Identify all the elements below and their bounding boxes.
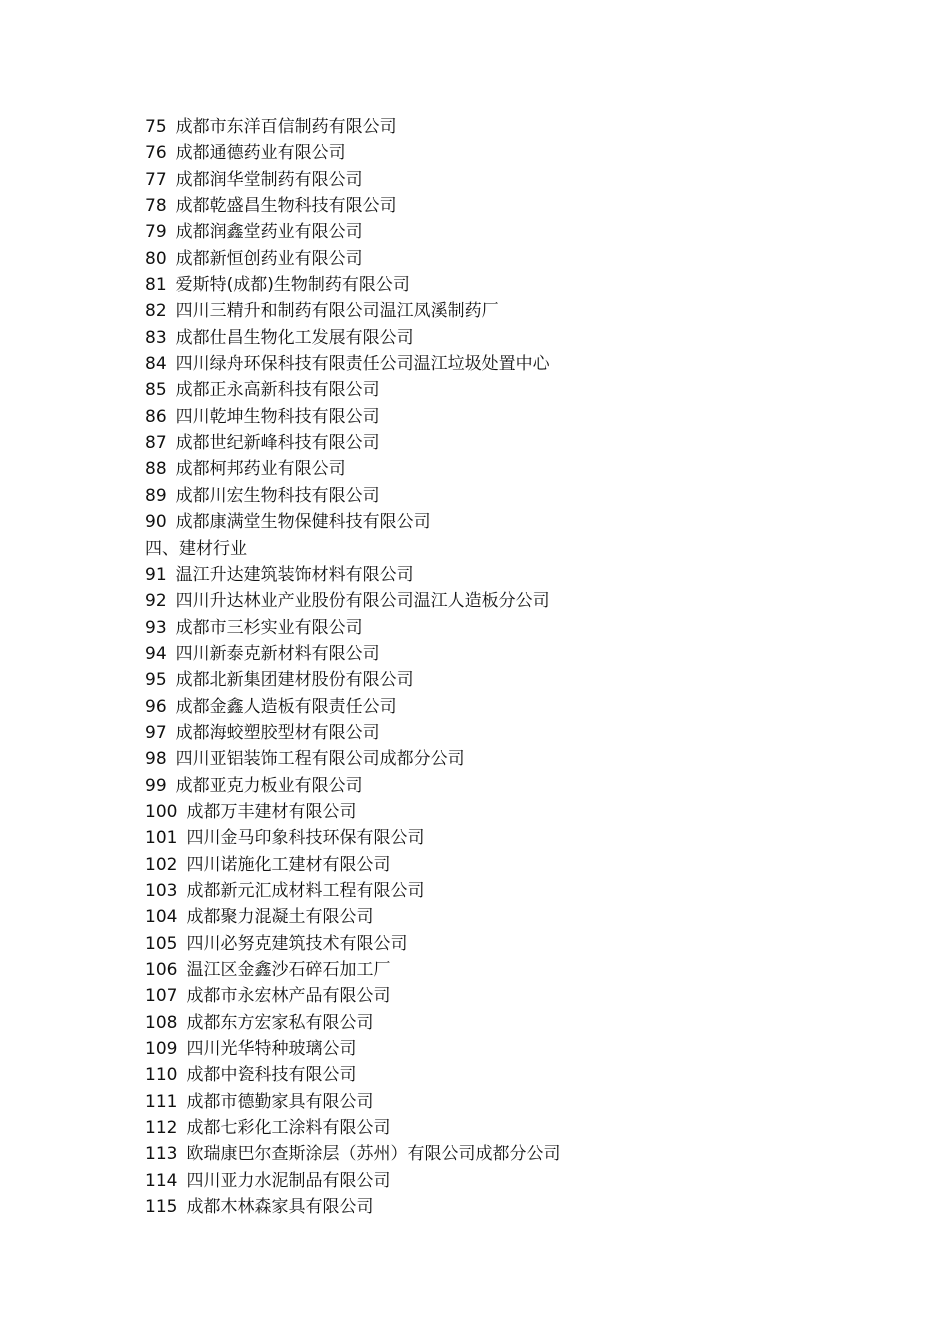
company-name: 成都新恒创药业有限公司 (175, 248, 363, 269)
company-name: 成都市三杉实业有限公司 (175, 617, 363, 638)
item-number: 86 (145, 406, 167, 427)
company-name: 四川诺施化工建材有限公司 (186, 854, 391, 875)
company-name: 四川亚力水泥制品有限公司 (186, 1170, 391, 1191)
list-item (145, 825, 905, 851)
item-number: 83 (145, 327, 167, 348)
company-name: 成都通德药业有限公司 (175, 143, 346, 164)
company-name: 成都七彩化工涂料有限公司 (186, 1118, 391, 1139)
item-number: 95 (145, 670, 167, 691)
list-item (145, 246, 905, 272)
item-number: 104 (145, 907, 178, 928)
company-name: 欧瑞康巴尔查斯涂层（苏州）有限公司成都分公司 (186, 1144, 561, 1165)
list-item (145, 562, 905, 588)
list-item (145, 694, 905, 720)
company-name: 成都仕昌生物化工发展有限公司 (175, 327, 414, 348)
list-item (145, 773, 905, 799)
item-number: 85 (145, 380, 167, 401)
section-heading-text: 四、建材行业 (145, 538, 247, 559)
list-item (145, 1141, 905, 1167)
list-item (145, 140, 905, 166)
list-item (145, 588, 905, 614)
company-name: 成都万丰建材有限公司 (186, 801, 357, 822)
item-number: 102 (145, 854, 178, 875)
company-name: 四川光华特种玻璃公司 (186, 1039, 357, 1060)
item-number: 101 (145, 828, 178, 849)
list-item (145, 509, 905, 535)
list-item (145, 931, 905, 957)
list-item (145, 904, 905, 930)
item-number: 93 (145, 617, 167, 638)
list-item (145, 456, 905, 482)
item-number: 82 (145, 301, 167, 322)
item-number: 115 (145, 1197, 178, 1218)
list-item (145, 1010, 905, 1036)
list-item (145, 430, 905, 456)
list-item (145, 483, 905, 509)
item-number: 98 (145, 749, 167, 770)
company-name: 成都东方宏家私有限公司 (186, 1012, 374, 1033)
company-name: 成都市永宏林产品有限公司 (186, 986, 391, 1007)
list-item (145, 219, 905, 245)
company-name: 四川必努克建筑技术有限公司 (186, 933, 408, 954)
list-item (145, 667, 905, 693)
company-name: 成都市东洋百信制药有限公司 (175, 117, 397, 137)
list-item (145, 1194, 905, 1220)
item-number: 87 (145, 433, 167, 454)
company-name: 四川三精升和制药有限公司温江凤溪制药厂 (175, 301, 499, 322)
list-item (145, 1062, 905, 1088)
company-name: 成都新元汇成材料工程有限公司 (186, 880, 425, 901)
company-name: 温江区金鑫沙石碎石加工厂 (186, 960, 391, 980)
list-item (145, 878, 905, 904)
item-number: 103 (145, 880, 178, 901)
company-name: 成都乾盛昌生物科技有限公司 (175, 196, 397, 217)
company-name: 成都北新集团建材股份有限公司 (175, 670, 414, 691)
list-item (145, 404, 905, 430)
item-number: 111 (145, 1091, 178, 1112)
list-item (145, 167, 905, 193)
company-name: 成都世纪新峰科技有限公司 (175, 433, 380, 454)
company-name: 成都润鑫堂药业有限公司 (175, 222, 363, 243)
company-name: 成都海蛟塑胶型材有限公司 (175, 722, 380, 743)
item-number: 106 (145, 960, 178, 980)
item-number: 81 (145, 275, 167, 296)
company-name: 成都聚力混凝土有限公司 (186, 907, 374, 928)
company-name: 温江升达建筑装饰材料有限公司 (175, 564, 414, 585)
list-item (145, 615, 905, 641)
company-name: 成都亚克力板业有限公司 (175, 775, 363, 796)
company-name: 成都金鑫人造板有限责任公司 (175, 696, 397, 717)
list-item (145, 193, 905, 219)
item-number: 97 (145, 722, 167, 743)
item-number: 114 (145, 1170, 178, 1191)
list-item (145, 799, 905, 825)
item-number: 96 (145, 696, 167, 717)
company-name: 四川乾坤生物科技有限公司 (175, 406, 380, 427)
item-number: 89 (145, 485, 167, 506)
company-name: 成都木林森家具有限公司 (186, 1197, 374, 1218)
item-number: 99 (145, 775, 167, 796)
item-number: 100 (145, 801, 178, 822)
list-item (145, 983, 905, 1009)
item-number: 110 (145, 1065, 178, 1086)
company-name: 四川升达林业产业股份有限公司温江人造板分公司 (175, 591, 550, 612)
list-item (145, 1168, 905, 1194)
list-item (145, 272, 905, 298)
item-number: 107 (145, 986, 178, 1007)
list-item (145, 957, 905, 983)
company-name: 成都康满堂生物保健科技有限公司 (175, 512, 431, 533)
item-number: 92 (145, 591, 167, 612)
list-item (145, 114, 905, 140)
list-item (145, 298, 905, 324)
item-number: 94 (145, 643, 167, 664)
item-number: 112 (145, 1118, 178, 1139)
item-number: 77 (145, 169, 167, 190)
list-item (145, 746, 905, 772)
item-number: 91 (145, 564, 167, 585)
item-number: 88 (145, 459, 167, 480)
item-number: 108 (145, 1012, 178, 1033)
list-item (145, 377, 905, 403)
company-name: 爱斯特(成都)生物制药有限公司 (175, 275, 410, 296)
list-item (145, 852, 905, 878)
item-number: 105 (145, 933, 178, 954)
company-name: 四川绿舟环保科技有限责任公司温江垃圾处置中心 (175, 354, 550, 375)
list-item (145, 641, 905, 667)
list-item (145, 1115, 905, 1141)
company-name: 成都正永高新科技有限公司 (175, 380, 380, 401)
list-item (145, 325, 905, 351)
item-number: 113 (145, 1144, 178, 1165)
list-item (145, 1089, 905, 1115)
company-name: 四川新泰克新材料有限公司 (175, 643, 380, 664)
item-number: 79 (145, 222, 167, 243)
item-number: 80 (145, 248, 167, 269)
list-item (145, 351, 905, 377)
item-number: 84 (145, 354, 167, 375)
item-number: 76 (145, 143, 167, 164)
item-number: 109 (145, 1039, 178, 1060)
company-list (145, 114, 905, 1220)
list-item (145, 1036, 905, 1062)
company-name: 成都市德勤家具有限公司 (186, 1091, 374, 1112)
list-item (145, 720, 905, 746)
company-name: 成都川宏生物科技有限公司 (175, 485, 380, 506)
company-name: 成都润华堂制药有限公司 (175, 169, 363, 190)
item-number: 90 (145, 512, 167, 533)
item-number: 78 (145, 196, 167, 217)
company-name: 四川亚铝装饰工程有限公司成都分公司 (175, 749, 465, 770)
section-heading (145, 536, 905, 562)
item-number: 75 (145, 117, 167, 137)
company-name: 四川金马印象科技环保有限公司 (186, 828, 425, 849)
company-name: 成都中瓷科技有限公司 (186, 1065, 357, 1086)
company-name: 成都柯邦药业有限公司 (175, 459, 346, 480)
